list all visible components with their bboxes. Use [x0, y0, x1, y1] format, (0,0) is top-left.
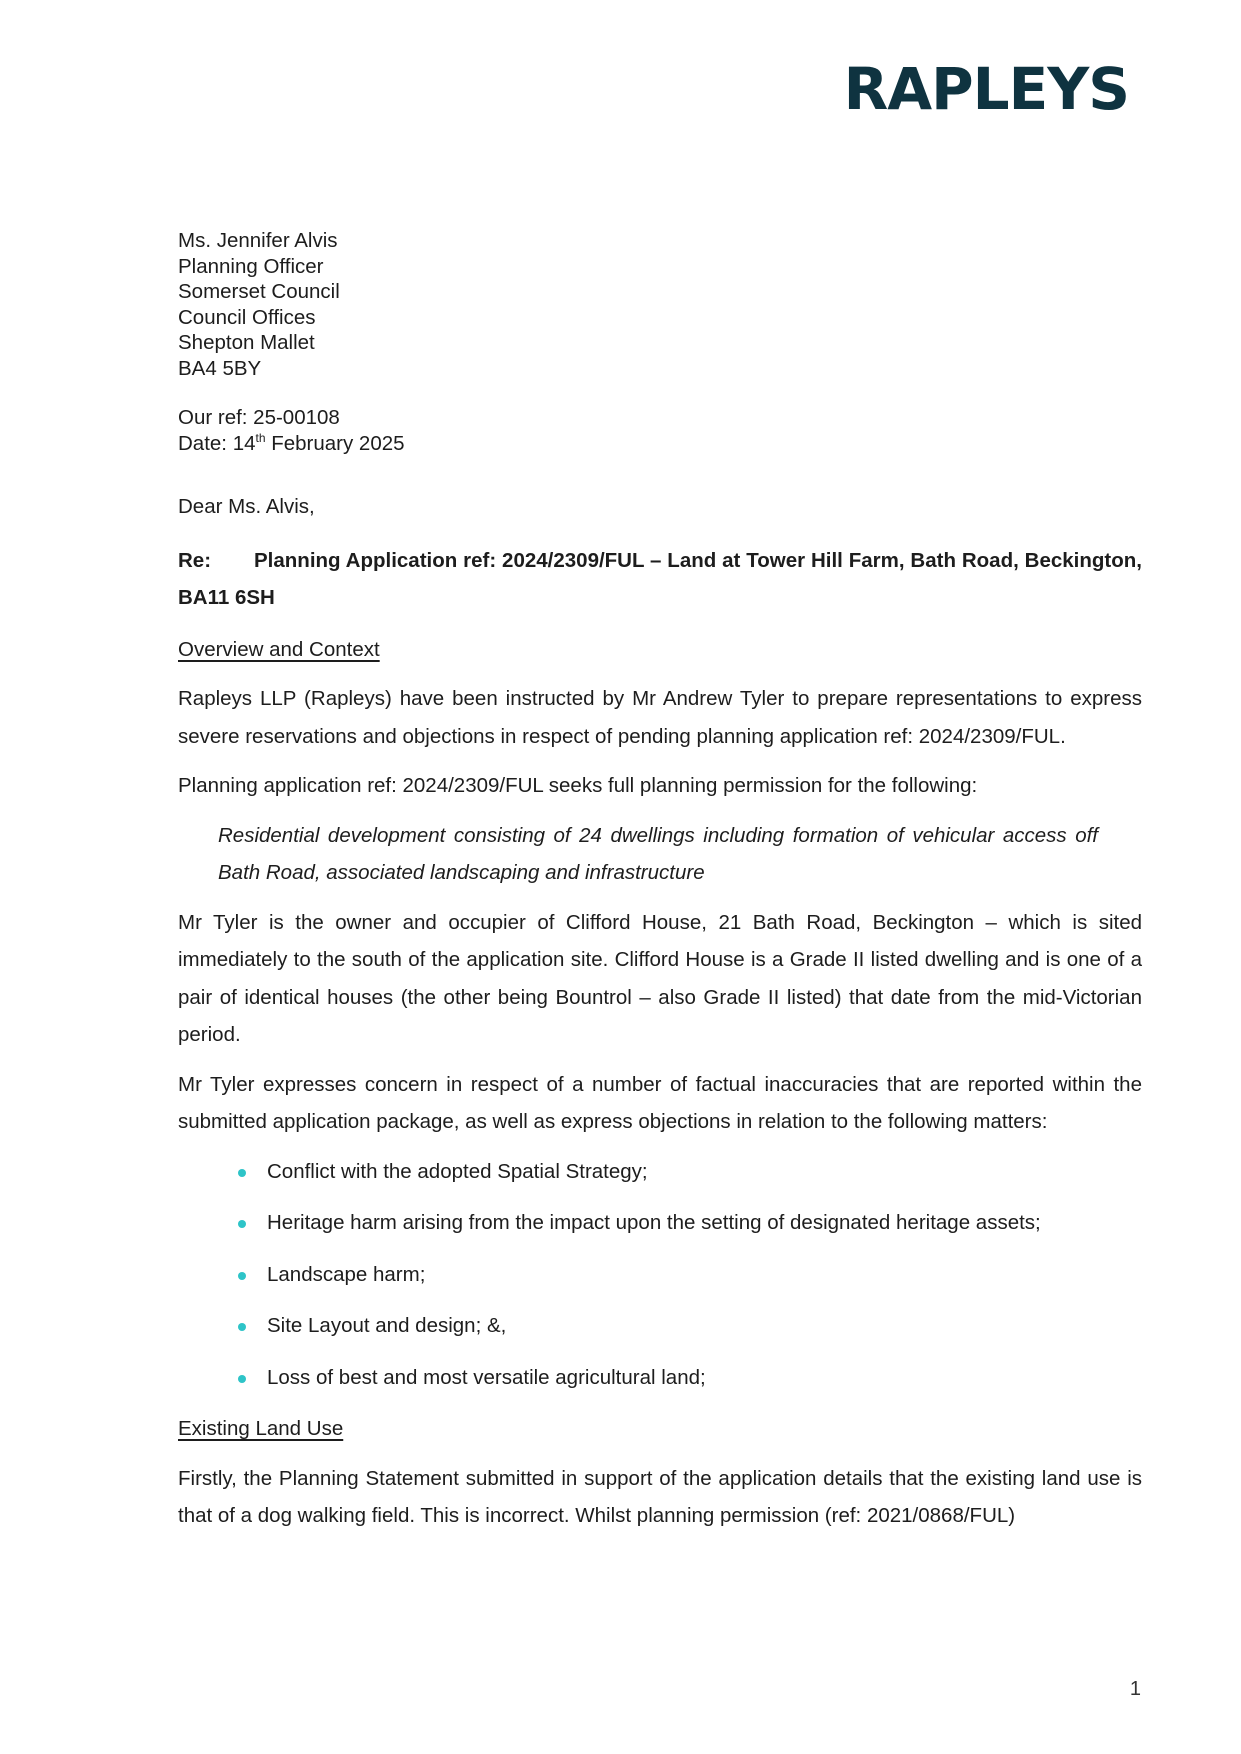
- letter-date: Date: 14th February 2025: [178, 430, 405, 455]
- paragraph-existing-land-use: Firstly, the Planning Statement submitted in support of the application details that the existing land use is that of a dog walking field. This is incorrect. Whilst planning permission (ref: 2021/0868/FUL): [178, 1466, 1142, 1527]
- address-line: Ms. Jennifer Alvis: [178, 229, 338, 252]
- bullet-icon: [238, 1323, 246, 1331]
- re-label: Re:: [178, 548, 212, 572]
- address-line: Somerset Council: [178, 280, 340, 303]
- overview-heading: Overview and Context: [178, 637, 380, 661]
- paragraph-concerns: Mr Tyler expresses concern in respect of a number of factual inaccuracies that are reported within the submitted application package, as well as express objections in relation to the following matters:: [178, 1072, 1142, 1133]
- address-line: Shepton Mallet: [178, 331, 315, 354]
- page-number: 1: [1129, 1678, 1141, 1700]
- bullet-icon: [238, 1169, 246, 1177]
- list-item: Heritage harm arising from the impact upon the setting of designated heritage assets;: [178, 1204, 1142, 1242]
- bullet-icon: [238, 1220, 246, 1228]
- list-item: Conflict with the adopted Spatial Strategy;: [178, 1153, 1142, 1191]
- list-item: Site Layout and design; &,: [178, 1307, 1142, 1345]
- recipient-address: [178, 228, 1142, 381]
- reference-block: [178, 405, 1142, 456]
- salutation: Dear Ms. Alvis,: [178, 495, 315, 518]
- rapleys-logo: RAPLEYS: [843, 55, 1129, 123]
- letter-content: [178, 228, 1142, 1535]
- our-ref: Our ref: 25-00108: [178, 406, 340, 429]
- paragraph-instruction: Rapleys LLP (Rapleys) have been instructed by Mr Andrew Tyler to prepare representations to express severe reservations and objections in respect of pending planning application ref: 2024/2309/FUL.: [178, 687, 1142, 748]
- development-description-quote: Residential development consisting of 24 dwellings including formation of vehicular access off Bath Road, associated landscaping and infrastructure: [218, 823, 1098, 884]
- objection-list: [178, 1153, 1142, 1397]
- address-line: BA4 5BY: [178, 356, 262, 380]
- subject-text: Planning Application ref: 2024/2309/FUL – Land at Tower Hill Farm, Bath Road, Beckington, BA11 6SH: [178, 548, 1142, 609]
- subject-line: [178, 542, 1142, 617]
- paragraph-ownership: Mr Tyler is the owner and occupier of Clifford House, 21 Bath Road, Beckington – which is sited immediately to the south of the application site. Clifford House is a Grade II listed dwelling and is one of a pair of identical houses (the other being Bountrol – also Grade II listed) that date from the mid-Victorian period.: [178, 910, 1142, 1046]
- bullet-icon: [238, 1375, 246, 1383]
- bullet-icon: [238, 1272, 246, 1280]
- address-line: Planning Officer: [178, 254, 324, 278]
- existing-land-use-heading: Existing Land Use: [178, 1417, 344, 1440]
- paragraph-application: Planning application ref: 2024/2309/FUL seeks full planning permission for the following:: [178, 774, 978, 797]
- list-item: Landscape harm;: [178, 1256, 1142, 1294]
- address-line: Council Offices: [178, 305, 316, 329]
- list-item: Loss of best and most versatile agricultural land;: [178, 1359, 1142, 1397]
